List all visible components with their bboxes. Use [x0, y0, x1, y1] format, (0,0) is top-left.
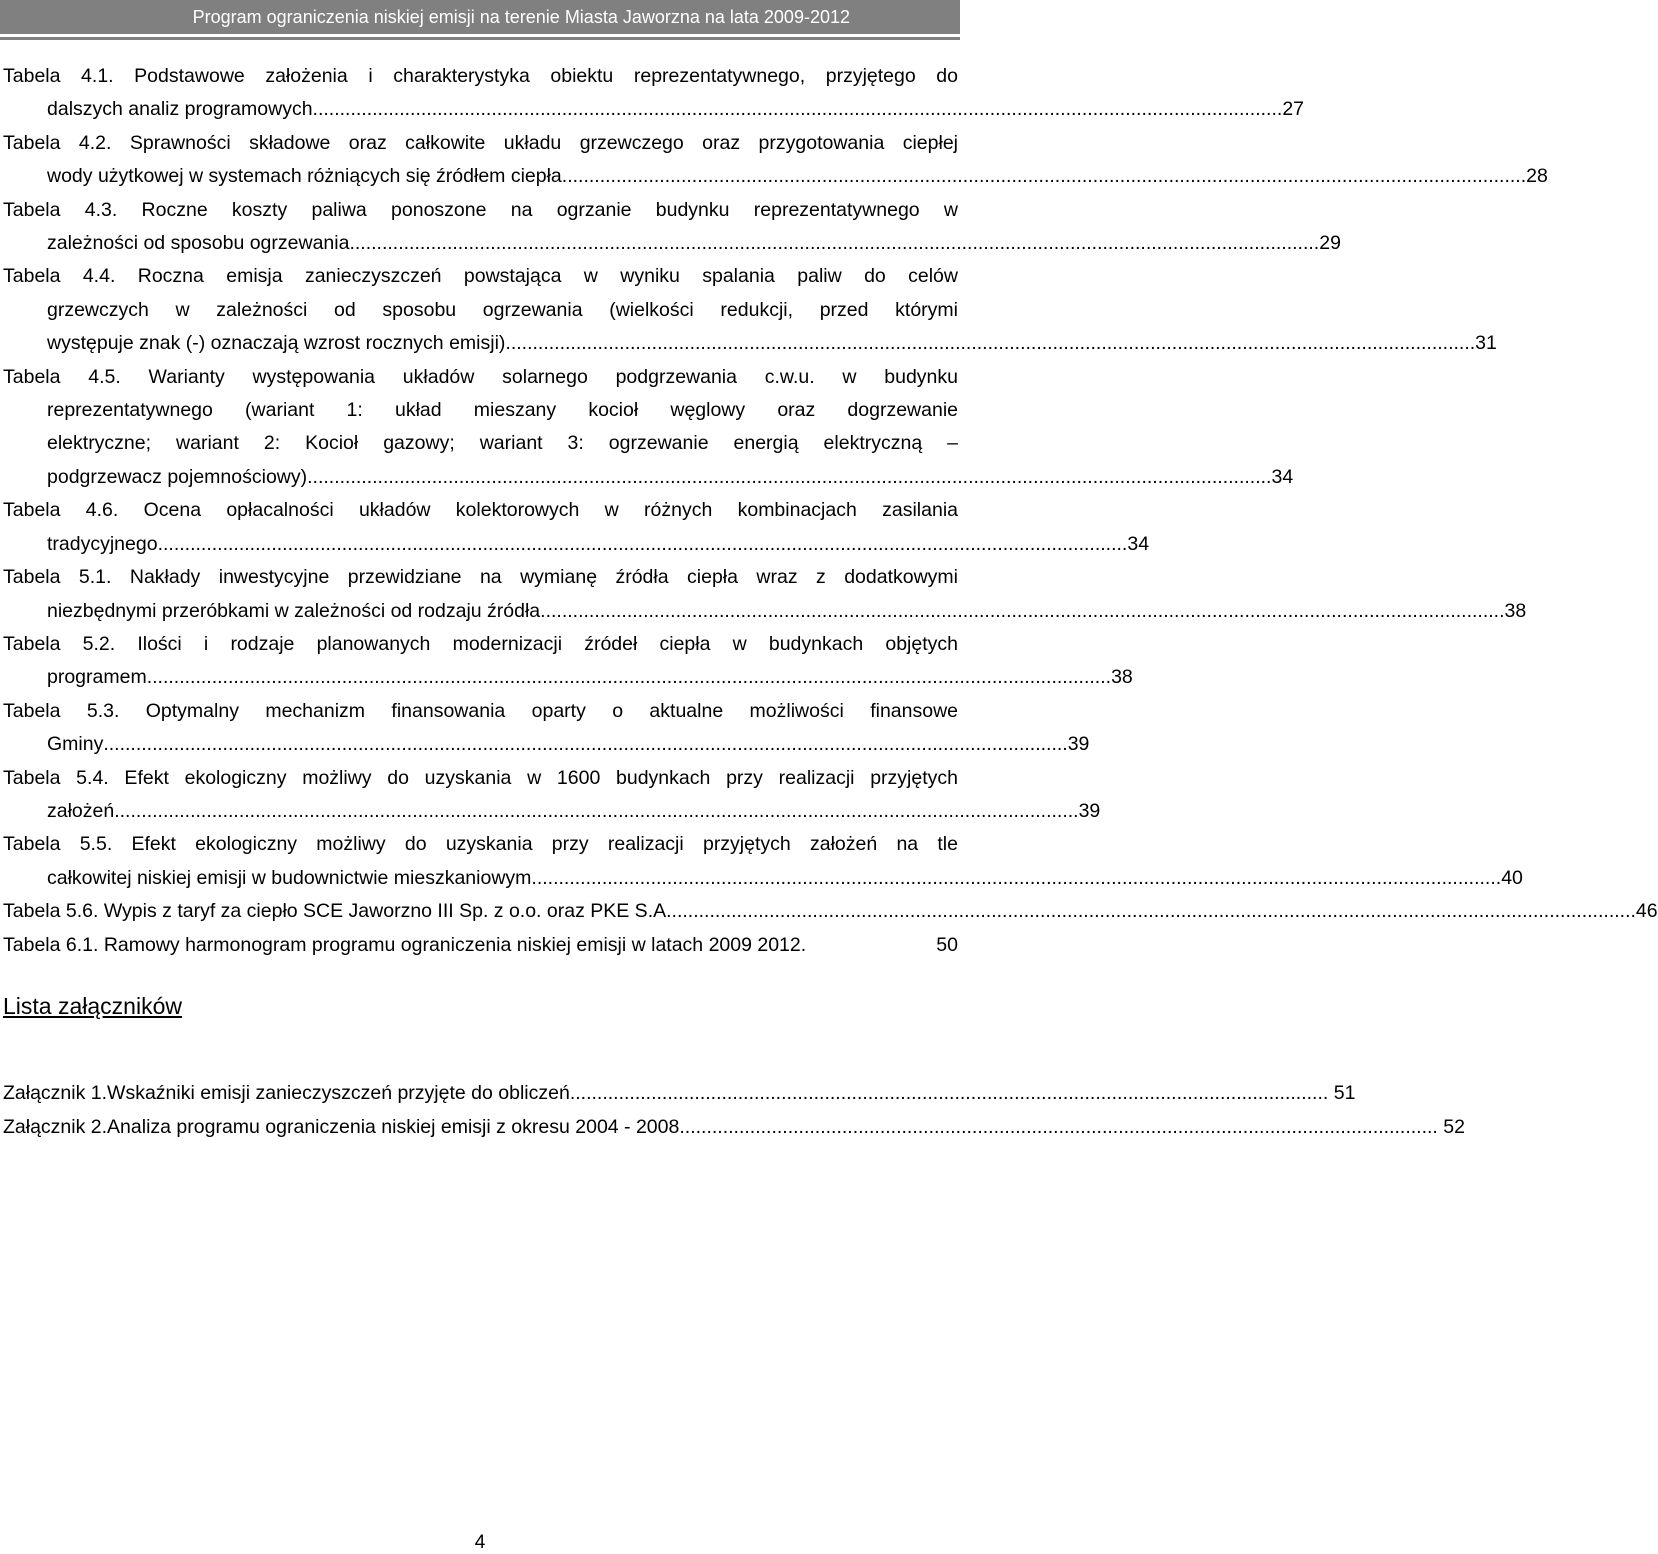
leader-dots: ..................................................................................................................................................................................	[162, 532, 1128, 555]
toc-entry-title: zależności od sposobu ogrzewania.	[47, 232, 355, 255]
toc-entry-title: wody użytkowej w systemach różniących się źródłem ciepła	[47, 165, 562, 188]
leader-dots: ..................................................................................................................................................................................	[671, 900, 1636, 923]
toc-entry-line: grzewczych w zależności od sposobu ogrzewania (wielkości redukcji, przed którymi	[47, 298, 958, 321]
toc-entry-page: 40	[1501, 866, 1523, 889]
toc-entry[interactable]	[3, 828, 1523, 895]
toc-entry-page: 46	[1635, 900, 1658, 923]
toc-entry-line: reprezentatywnego (wariant 1: układ mieszany kocioł węglowy oraz dogrzewanie	[47, 399, 958, 422]
toc-entry-page: 34	[1127, 532, 1150, 555]
toc-entry-page: 39	[1067, 733, 1090, 756]
toc-entry-line: Tabela 5.5. Efekt ekologiczny możliwy do uzyskania przy realizacji przyjętych założeń na tle	[3, 833, 958, 856]
toc-entry-title: Gminy	[47, 733, 104, 756]
leader-dots: ..................................................................................................................................................................................	[317, 98, 1283, 121]
toc-entry-title: dalszych analiz programowych.	[47, 98, 318, 121]
leader-dots: ..................................................................................................................................................................................	[146, 666, 1112, 689]
toc-entry-line: Tabela 5.2. Ilości i rodzaje planowanych modernizacji źródeł ciepła w budynkach objętych	[3, 632, 958, 655]
toc-entry[interactable]	[3, 695, 1090, 762]
toc-entry-line: Tabela 5.1. Nakłady inwestycyjne przewidziane na wymianę źródła ciepła wraz z dodatkowymi	[3, 566, 958, 589]
page-number: 4	[474, 1532, 486, 1553]
toc-entry[interactable]	[3, 494, 1150, 561]
annex-page: 52	[1443, 1116, 1465, 1138]
toc-entry[interactable]	[3, 628, 1133, 695]
toc-entry-title: założeń	[47, 799, 115, 822]
annex-entry-2[interactable]	[3, 1116, 1465, 1139]
annex-title: Analiza programu ograniczenia niskiej emisji z okresu 2004 - 2008	[107, 1116, 680, 1138]
toc-entry-title: podgrzewacz pojemnościowy)	[47, 465, 308, 488]
toc-entry-title: programem	[47, 666, 147, 689]
toc-entry-line: Tabela 4.6. Ocena opłacalności układów kolektorowych w różnych kombinacjach zasilania	[3, 499, 958, 522]
annex-title: Wskaźniki emisji zanieczyszczeń przyjęte do obliczeń	[107, 1082, 570, 1104]
toc-entry[interactable]	[3, 361, 1294, 495]
leader-dots: ............................................................................................................................................	[569, 1082, 1329, 1104]
toc-entry[interactable]	[3, 127, 1548, 194]
toc-entry-line: Tabela 4.1. Podstawowe założenia i charakterystyka obiektu reprezentatywnego, przyjętego do	[3, 65, 958, 87]
toc-entry-line: Tabela 4.3. Roczne koszty paliwa ponoszone na ogrzanie budynku reprezentatywnego w	[3, 198, 958, 221]
toc-entry[interactable]	[3, 260, 1497, 360]
running-header: Program ograniczenia niskiej emisji na terenie Miasta Jaworzna na lata 2009-2012	[0, 0, 960, 34]
toc-entry-title: tradycyjnego.	[47, 532, 163, 555]
toc-entry-title: niezbędnymi przeróbkami w zależności od rodzaju źródła	[47, 599, 541, 622]
toc-entry-title: występuje znak (-) oznaczają wzrost rocznych emisji).	[47, 332, 511, 355]
leader-dots: ..................................................................................................................................................................................	[103, 733, 1068, 756]
annex-entry-1[interactable]	[3, 1082, 1356, 1105]
list-of-tables	[3, 60, 1658, 962]
toc-entry-line: Tabela 5.4. Efekt ekologiczny możliwy do uzyskania w 1600 budynkach przy realizacji przyjętych	[3, 766, 958, 789]
header-rule	[0, 37, 960, 40]
toc-entry-line: Tabela 4.2. Sprawności składowe oraz całkowite układu grzewczego oraz przygotowania ciepłej	[3, 131, 958, 154]
toc-entry-page: 31	[1475, 332, 1497, 355]
toc-entry[interactable]	[3, 561, 1527, 628]
toc-entry-title: Tabela 6.1. Ramowy harmonogram programu ograniczenia niskiej emisji w latach 2009 2012.	[3, 933, 807, 956]
toc-entry-line: Tabela 4.4. Roczna emisja zanieczyszczeń powstająca w wyniku spalania paliw do celów	[3, 265, 958, 288]
leader-dots: ..................................................................................................................................................................................	[540, 599, 1505, 622]
toc-entry[interactable]	[3, 895, 1658, 928]
toc-entry-title: całkowitej niskiej emisji w budownictwie mieszkaniowym.	[47, 866, 537, 889]
leader-dots: ..................................................................................................................................................................................	[536, 866, 1502, 889]
toc-entry[interactable]	[3, 762, 1101, 829]
toc-entry-page: 38	[1111, 666, 1133, 689]
annex-list-title: Lista załączników	[3, 993, 182, 1019]
toc-entry-title: Tabela 5.6. Wypis z taryf za ciepło SCE Jaworzno III Sp. z o.o. oraz PKE S.A.	[3, 900, 672, 923]
leader-dots: ............................................................................................................................................	[679, 1116, 1438, 1138]
leader-dots: ..................................................................................................................................................................................	[354, 232, 1320, 255]
toc-entry[interactable]	[3, 60, 1305, 127]
toc-entry-page: 38	[1504, 599, 1527, 622]
toc-entry-line: Tabela 4.5. Warianty występowania układów solarnego podgrzewania c.w.u. w budynku	[3, 365, 958, 388]
toc-entry-page: 28	[1526, 165, 1548, 188]
annex-label: Załącznik 2.	[3, 1116, 108, 1138]
annex-label: Załącznik 1.	[3, 1082, 108, 1104]
toc-entry-page: 39	[1078, 799, 1101, 822]
toc-entry-page: 29	[1319, 232, 1341, 255]
leader-dots: ..................................................................................................................................................................................	[307, 465, 1272, 488]
toc-entry-page: 34	[1271, 465, 1294, 488]
toc-entry-line: elektryczne; wariant 2: Kocioł gazowy; wariant 3: ogrzewanie energią elektryczną –	[47, 432, 958, 455]
leader-dots: ..................................................................................................................................................................................	[114, 799, 1079, 822]
toc-entry[interactable]	[3, 194, 1341, 261]
leader-dots: ..................................................................................................................................................................................	[510, 332, 1476, 355]
leader-dots: ..................................................................................................................................................................................	[561, 165, 1527, 188]
toc-entry-page: 50	[936, 933, 958, 956]
toc-entry[interactable]	[3, 929, 958, 962]
toc-entry-page: 27	[1282, 98, 1305, 121]
annex-page: 51	[1333, 1082, 1356, 1104]
toc-entry-line: Tabela 5.3. Optymalny mechanizm finansowania oparty o aktualne możliwości finansowe	[3, 699, 958, 722]
